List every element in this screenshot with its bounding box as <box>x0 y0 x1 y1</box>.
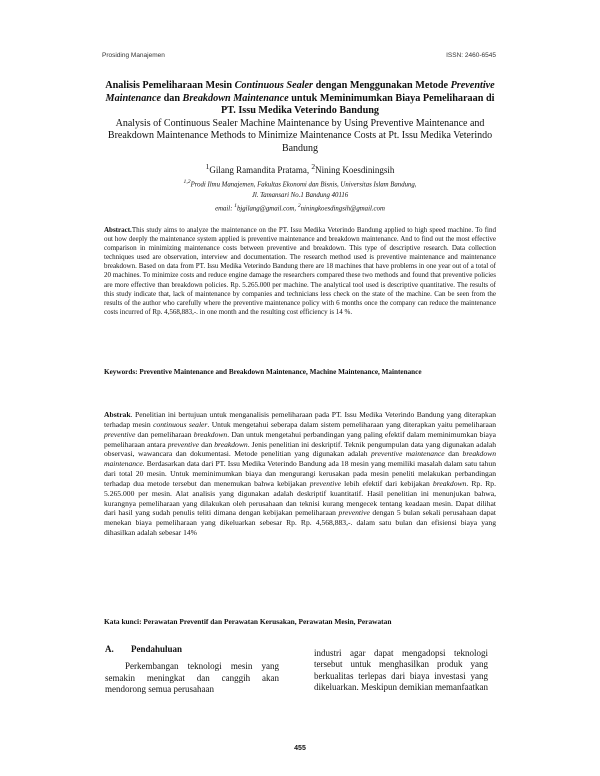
affiliation: $^{1,2}$Prodi Ilmu Manajemen, Fakultas Ekonomi dan Bisnis, Universitas Islam Bandung, <box>183 179 417 189</box>
abstrak-label: Abstrak <box>104 410 131 419</box>
title-block <box>100 80 500 214</box>
running-header <box>102 52 496 59</box>
intro-paragraph-left: Perkembangan teknologi mesin yang semakin meningkat dan canggih akan mendorong semua perusahaan <box>105 661 279 694</box>
abstract-english <box>104 226 496 317</box>
section-heading <box>105 644 279 655</box>
address: Jl. Tamansari No.1 Bandung 40116 <box>251 192 349 200</box>
title-indonesian: Analisis Pemeliharaan Mesin Continuous Sealer dengan Menggunakan Metode Preventive Maintenance dan Breakdown Maintenance untuk Meminimumkan Biaya Pemeliharaan di PT. Issu Medika Veterindo Bandung <box>105 80 495 116</box>
page-number: 455 <box>294 745 306 752</box>
issn: ISSN: 2460-6545 <box>446 52 496 59</box>
intro-paragraph-right: industri agar dapat mengadopsi teknologi tersebut untuk menghasilkan produk yang berkualitas terlepas dari biaya investasi yang dikeluarkan. Meskipun demikian memanfaatkan <box>314 648 488 692</box>
body-column-left <box>105 644 279 695</box>
keywords-english: Keywords: Preventive Maintenance and Breakdown Maintenance, Machine Maintenance, Maintenance <box>104 368 422 376</box>
abstract-label: Abstract. <box>104 226 132 234</box>
author-list: $^1$Gilang Ramandita Pratama, $^2$Nining Koesdiningsih <box>205 162 395 175</box>
section-title: Pendahuluan <box>131 644 183 654</box>
abstract-indonesian: Abstrak. Penelitian ini bertujuan untuk menganalisis pemeliharaan pada PT. Issu Medika Veterindo Bandung yang diterapkan terhadap mesin continuous sealer. Untuk mengetahui seberapa dalam sistem pemeliharaan yang diterapkan yaitu pemeliharaan preventive dan pemeliharaan breakdown. Dan untuk mengetahui perbandingan yang paling efektif dalam meminimumkan biaya pemeliharaan antara preventive dan breakdown. Jenis penelitian ini deskriptif. Teknik pengumpulan data yang digunakan adalah observasi, wawancara dan dokumentasi. Metode penelitian yang digunakan adalah preventive maintenance dan breakdown maintenance. Berdasarkan data dari PT. Issu Medika Veterindo Bandung ada 18 mesin yang memiliki masalah dalam satu tahun dari total 20 mesin. Untuk meminimumkan biaya dan mengurangi kerusakan pada mesin peneliti melakukan perbandingan terhadap dua metode tersebut dan menemukan bahwa kebijakan preventive lebih efektif dari kebijakan breakdown. Rp. Rp. 5.265.000 per mesin. Alat analisis yang digunakan adalah deskriptif kuantitatif. Hasil penelitian ini menunjukan bahwa, kurangnya pemeliharaan yang dilakukan oleh perusahaan dan teknisi kurang mengecek tentang keadaan mesin. Dapat dilihat dari hasil yang sudah penulis teliti dimana dengan kebijakan pemeliharaan preventive dengan 5 bulan sekali perusahaan dapat menekan biaya pemeliharaan yang dikeluarkan sebesar Rp. Rp. 4,568,883,-. dalam satu bulan dan efisiensi biaya yang dihasilkan adalah sebesar 14% <box>104 410 497 538</box>
title-english: Analysis of Continuous Sealer Machine Maintenance by Using Preventive Maintenance and Breakdown Maintenance Methods to Minimize Maintenance Costs at Pt. Issu Medika Veterindo Bandung <box>107 117 493 154</box>
body-column-right <box>314 648 488 693</box>
journal-name: Prosiding Manajemen <box>102 52 165 59</box>
section-number: A. <box>105 644 114 654</box>
abstract-english-text: This study aims to analyze the maintenance on the PT. Issu Medika Veterindo Bandung applied to high speed machine. To find out how deeply the maintenance system applied is preventive maintenance and breakdown maintenance. And to find out the most effective comparison in minimizing maintenance costs between preventive and breakdown. This type of descriptive research. Data collection techniques used are observation, interview and documentation. The research method used is preventive maintenance and maintenance breakdown. Based on data from PT. Issu Medika Veterindo Bandung there are 18 machines that have problems in one year out of a total of 20 machines. To minimize costs and reduce engine damage the researchers compared these two methods and found that preventive policies are more effective than breakdown policies. Rp. 5.265.000 per machine. The analytical tool used is descriptive quantitative. The results of this study indicate that, lack of maintenance by companies and technicians less check on the state of the machine. Can be seen from the results of the author who carefully where the preventive maintenance policy with 6 months once the company can reduce the maintenance costs incurred of Rp. 4,568,883,-. in one month and the resulting cost efficiency is 14 %. <box>104 226 496 316</box>
keywords-indonesian: Kata kunci: Perawatan Preventif dan Perawatan Kerusakan, Perawatan Mesin, Perawatan <box>104 617 392 626</box>
emails: email: $^1$bjgilang@gmail.com, $^2$niningkoesdingsih@gmail.com <box>215 203 385 213</box>
